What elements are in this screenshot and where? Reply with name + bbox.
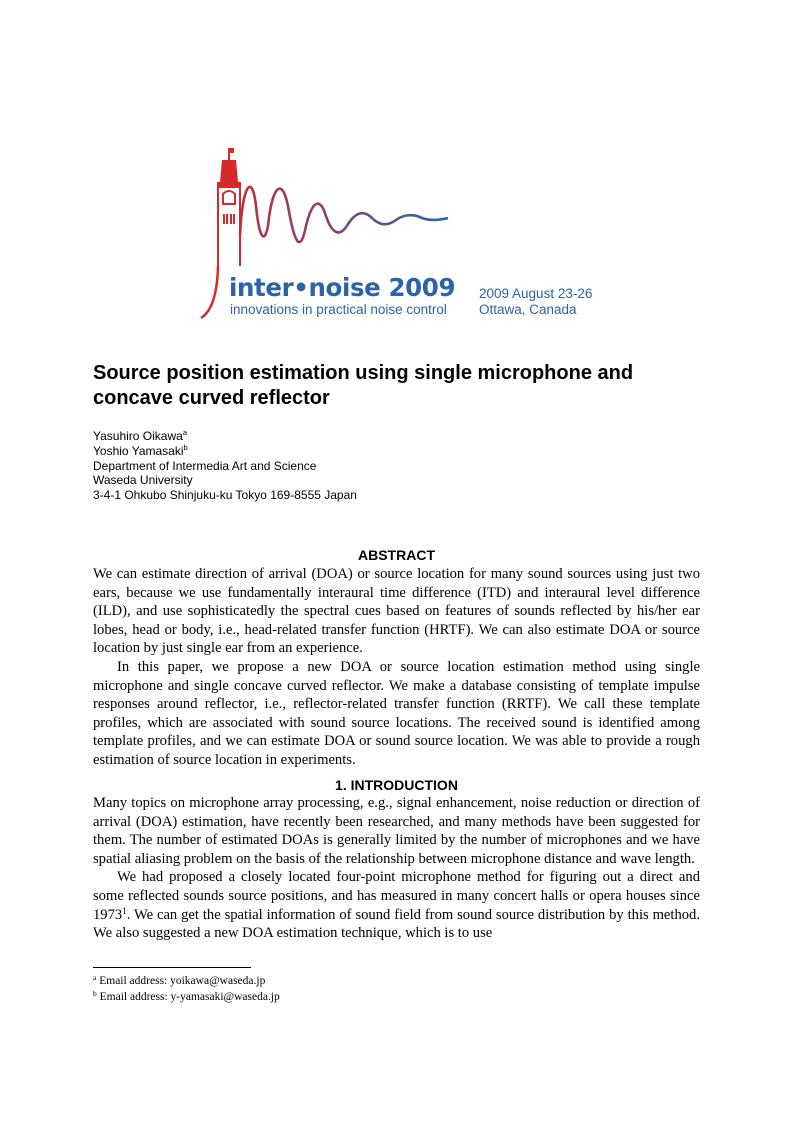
abstract-heading: ABSTRACT bbox=[358, 547, 435, 563]
logo-title: inter•noise 2009 bbox=[229, 273, 456, 302]
citation-ref: 1 bbox=[122, 905, 127, 916]
author-block bbox=[93, 429, 693, 503]
abstract-body bbox=[93, 565, 700, 770]
author-2: Yoshio Yamasaki$^b$ bbox=[93, 442, 188, 458]
footnote-a: $^a$ Email address: yoikawa@waseda.jp bbox=[93, 973, 266, 987]
logo-tagline: innovations in practical noise control bbox=[230, 302, 447, 317]
affiliation-address: 3-4-1 Ohkubo Shinjuku-ku Tokyo 169-8555 Japan bbox=[93, 488, 357, 503]
footnote-divider bbox=[93, 967, 251, 968]
footnote-b: $^b$ Email address: y-yamasaki@waseda.jp bbox=[93, 988, 280, 1003]
affiliation-department: Department of Intermedia Art and Science bbox=[93, 458, 317, 473]
affiliation-university: Waseda University bbox=[93, 473, 193, 488]
abstract-paragraph-2: In this paper, we propose a new DOA or source location estimation method using single microphone and single concave curved reflector. We make a database consisting of template impulse responses around reflector, i.e., reflector-related transfer function (RRTF). We call these template profiles, which are associated with sound source locations. The received sound is identified among template profiles, and we can estimate DOA or sound source location. We was able to provide a rough estimation of source location in experiments. bbox=[93, 658, 700, 768]
conference-location: Ottawa, Canada bbox=[479, 302, 577, 317]
footnotes bbox=[93, 974, 280, 1005]
author-1: Yasuhiro Oikawa$^a$ bbox=[93, 428, 187, 443]
conference-date: 2009 August 23-26 bbox=[479, 286, 593, 301]
introduction-body bbox=[93, 794, 700, 943]
introduction-heading: 1. INTRODUCTION bbox=[335, 777, 458, 793]
conference-logo bbox=[196, 146, 606, 321]
intro-paragraph-1: Many topics on microphone array processing, e.g., signal enhancement, noise reduction or direction of arrival (DOA) estimation, have recently been researched, and many methods have been suggested for them. The number of estimated DOAs is generally limited by the number of microphones and we have spatial aliasing problem on the basis of the relationship between microphone distance and wave length. bbox=[93, 795, 700, 867]
sound-wave-icon bbox=[240, 187, 448, 242]
abstract-paragraph-1: We can estimate direction of arrival (DOA) or source location for many sound sources using just two ears, because we use fundamentally interaural time difference (ITD) and interaural level difference (ILD), and use sophisticatedly the spectral cues based on features of sounds reflected by his/her ear lobes, head or body, i.e., head-related transfer function (HRTF). We can also estimate DOA or source location by just single ear from an experience. bbox=[93, 566, 700, 657]
paper-title: Source position estimation using single microphone and concave curved reflector bbox=[93, 362, 634, 409]
intro-paragraph-2: We had proposed a closely located four-point microphone method for figuring out a direct and some reflected sounds source positions, and has measured in many concert halls or opera houses since 1973$^1$. We can get the spatial information of sound field from sound source distribution by this method. We also suggested a new DOA estimation technique, which is to use bbox=[93, 869, 700, 942]
